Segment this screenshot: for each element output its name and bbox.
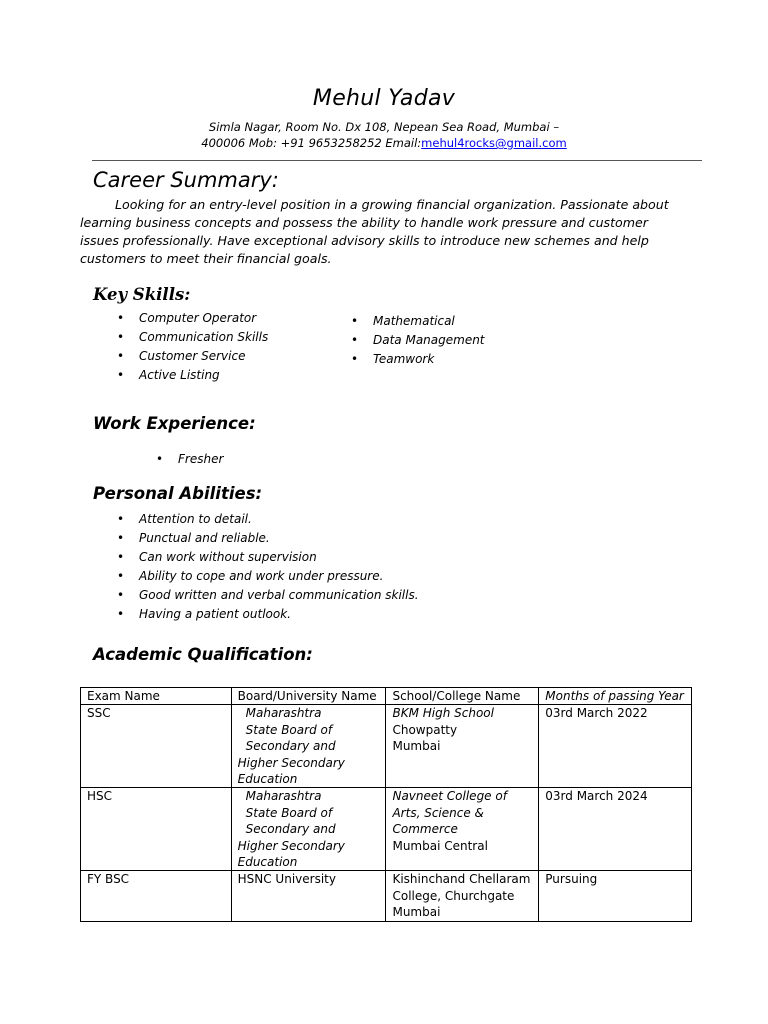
cell-line: Arts, Science & (392, 805, 484, 820)
cell-exam: SSC (81, 705, 232, 788)
cell-line: College, Churchgate (392, 888, 515, 903)
bullet-icon: • (117, 349, 125, 363)
bullet-icon: • (117, 550, 125, 564)
bullet-icon: • (117, 531, 125, 545)
key-skills-list-left (117, 309, 269, 385)
work-item-label: Fresher (178, 452, 224, 466)
ability-label: Punctual and reliable. (139, 531, 270, 545)
academic-heading: Academic Qualification: (93, 645, 313, 664)
contact-prefix: 400006 Mob: +91 9653258252 Email: (201, 136, 422, 150)
bullet-icon: • (117, 512, 125, 526)
bullet-icon: • (351, 333, 359, 347)
list-item (351, 350, 485, 369)
cell-year: 03rd March 2024 (539, 788, 692, 871)
column-header-exam: Exam Name (81, 688, 232, 705)
ability-label: Attention to detail. (139, 512, 252, 526)
list-item (117, 510, 419, 529)
column-header-year: Months of passing Year (539, 688, 692, 705)
skill-label: Active Listing (139, 368, 220, 382)
cell-line: State Board of (245, 805, 333, 820)
cell-line: State Board of (245, 722, 333, 737)
list-item (117, 567, 419, 586)
email-link[interactable]: mehul4rocks@gmail.com (421, 136, 567, 150)
column-header-school: School/College Name (386, 688, 539, 705)
bullet-icon: • (117, 569, 125, 583)
list-item (351, 312, 485, 331)
bullet-icon: • (351, 352, 359, 366)
cell-line: BKM High School (392, 706, 494, 721)
list-item (117, 328, 269, 347)
cell-board (231, 788, 386, 871)
cell-line: Mumbai (392, 905, 441, 920)
cell-line: Maharashtra (245, 706, 322, 721)
list-item (117, 548, 419, 567)
list-item (117, 309, 268, 328)
skill-label: Communication Skills (139, 330, 269, 344)
cell-line: Mumbai (392, 739, 441, 754)
skill-label: Teamwork (373, 352, 435, 366)
cell-year: 03rd March 2022 (539, 705, 692, 788)
personal-abilities-list (117, 510, 419, 624)
career-summary-heading: Career Summary: (93, 168, 279, 192)
bullet-icon: • (117, 330, 125, 344)
cell-line: Higher Secondary (237, 755, 345, 770)
key-skills-heading: Key Skills: (93, 285, 191, 304)
contact-line (0, 135, 768, 152)
cell-exam: FY BSC (81, 871, 232, 921)
bullet-icon: • (117, 311, 125, 325)
table-header-row (81, 688, 692, 705)
candidate-name: Mehul Yadav (312, 86, 456, 111)
list-item (117, 347, 268, 366)
list-item (351, 331, 485, 350)
ability-label: Ability to cope and work under pressure. (139, 569, 384, 583)
skill-label: Computer Operator (139, 311, 257, 325)
career-summary-text (80, 196, 680, 268)
table-row (81, 871, 692, 921)
key-skills-list-right (351, 312, 485, 369)
cell-exam: HSC (81, 788, 232, 871)
cell-line: Higher Secondary (237, 838, 345, 853)
bullet-icon: • (351, 314, 359, 328)
ability-label: Good written and verbal communication skills. (139, 588, 419, 602)
bullet-icon: • (156, 452, 164, 466)
skill-label: Mathematical (373, 314, 455, 328)
list-item (117, 605, 419, 624)
address-line: Simla Nagar, Room No. Dx 108, Nepean Sea Road, Mumbai – (208, 120, 560, 134)
skill-label: Data Management (373, 333, 485, 347)
table-row (81, 705, 692, 788)
cell-line: Kishinchand Chellaram (392, 872, 531, 887)
cell-line: Navneet College of (392, 789, 507, 804)
list-item (117, 366, 268, 385)
table-row (81, 788, 692, 871)
work-experience-list (156, 450, 224, 469)
bullet-icon: • (117, 588, 125, 602)
ability-label: Can work without supervision (139, 550, 317, 564)
column-header-board: Board/University Name (231, 688, 386, 705)
list-item (117, 586, 419, 605)
cell-school (386, 871, 539, 921)
cell-year: Pursuing (539, 871, 692, 921)
list-item (117, 529, 419, 548)
academic-table (80, 687, 692, 922)
cell-line: HSNC University (237, 872, 336, 887)
cell-board (231, 871, 386, 921)
personal-abilities-heading: Personal Abilities: (93, 484, 263, 503)
bullet-icon: • (117, 368, 125, 382)
cell-line: Education (237, 855, 298, 870)
skill-label: Customer Service (139, 349, 246, 363)
cell-line: Education (237, 772, 298, 787)
career-summary-paragraph: Looking for an entry-level position in a growing financial organization. Passionate about learning business concepts and possess the ability to handle work pressure and customer issues professionally. Have exceptional advisory skills to introduce new schemes and help customers to meet their financial goals. (80, 197, 669, 266)
cell-school (386, 788, 539, 871)
cell-line: Chowpatty (392, 722, 458, 737)
cell-line: Commerce (392, 822, 458, 837)
bullet-icon: • (117, 607, 125, 621)
ability-label: Having a patient outlook. (139, 607, 291, 621)
list-item (156, 450, 224, 469)
cell-line: Maharashtra (245, 789, 322, 804)
cell-school (386, 705, 539, 788)
cell-board (231, 705, 386, 788)
cell-line: Secondary and (245, 822, 336, 837)
cell-line: Secondary and (245, 739, 336, 754)
header-divider (92, 160, 702, 161)
work-experience-heading: Work Experience: (93, 414, 256, 433)
cell-line: Mumbai Central (392, 838, 488, 853)
